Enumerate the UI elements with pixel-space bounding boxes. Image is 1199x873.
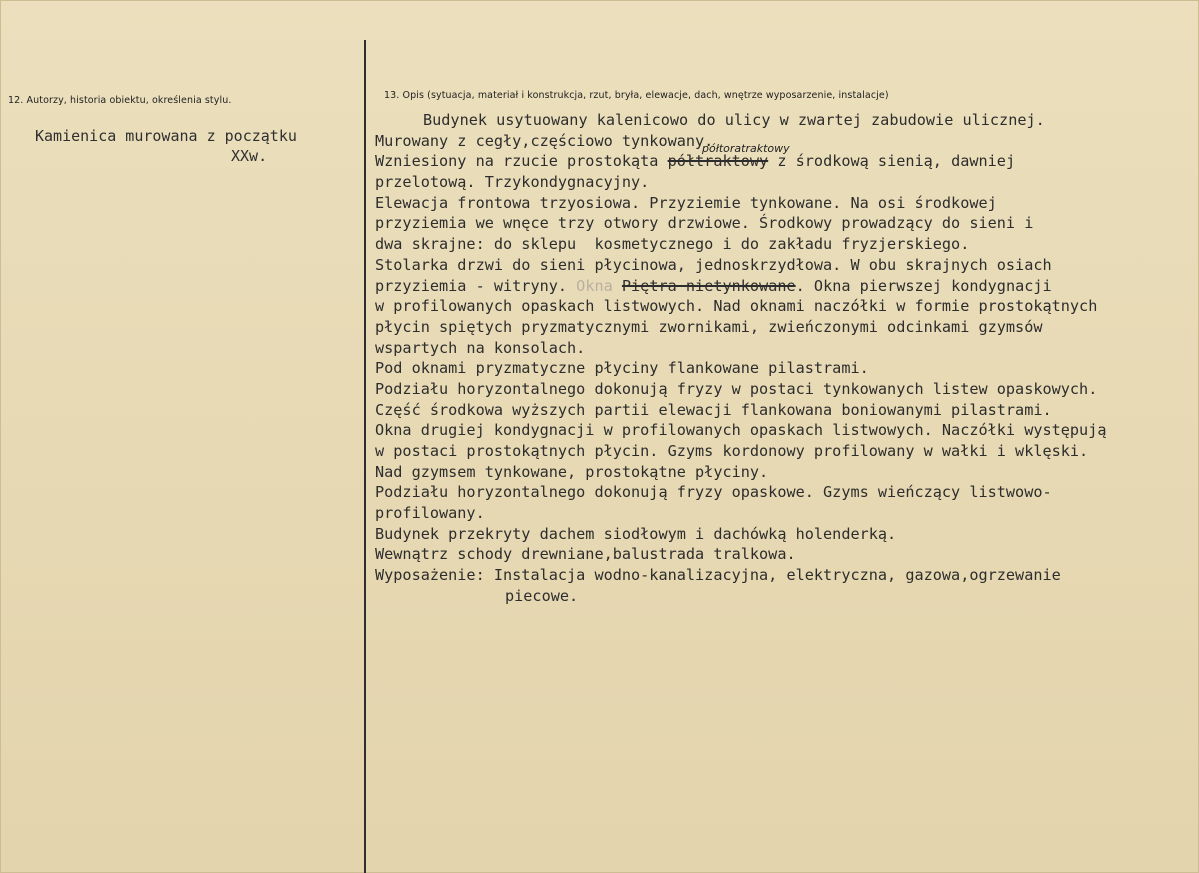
description-line	[375, 276, 1107, 297]
description-line: Okna drugiej kondygnacji w profilowanych opaskach listwowych. Naczółki występują	[375, 421, 1107, 440]
description-line: płycin spiętych pryzmatycznymi zwornikami, zwieńczonymi odcinkami gzymsów	[375, 317, 1043, 336]
description-line: przelotową. Trzykondygnacyjny.	[375, 173, 650, 192]
struck-word: półtraktowy	[667, 152, 769, 171]
description-line: Podziału horyzontalnego dokonują fryzy w postaci tynkowanych listew opaskowych.	[375, 379, 1098, 398]
handwritten-correction: półtoratraktowy	[702, 142, 790, 156]
description-line: Budynek usytuowany kalenicowo do ulicy w zwartej zabudowie ulicznej.	[423, 111, 1045, 129]
section-12-content	[35, 126, 297, 166]
description-line: profilowany.	[375, 504, 485, 523]
struck-phrase: Piętra nietynkowane	[621, 276, 796, 295]
description-fragment	[613, 277, 622, 295]
description-fragment: . Okna pierwszej kondygnacji	[795, 276, 1052, 295]
description-line: Murowany z cegły,częściowo tynkowany.	[375, 131, 714, 150]
description-fragment: Wzniesiony na rzucie prostokąta	[375, 152, 668, 171]
description-line: dwa skrajne: do sklepu kosmetycznego i do zakładu fryzjerskiego.	[375, 235, 970, 254]
description-line: w profilowanych opaskach listwowych. Nad oknami naczółki w formie prostokątnych	[375, 297, 1098, 316]
left-text-line-1: Kamienica murowana z początku	[35, 127, 297, 145]
description-line: Wyposażenie: Instalacja wodno-kanalizacyjna, elektryczna, gazowa,ogrzewanie	[375, 566, 1061, 585]
section-13-heading: 13. Opis (sytuacja, materiał i konstrukcja, rzut, bryła, elewacje, dach, wnętrze wyposarzenie, instalacje)	[384, 90, 889, 101]
description-fragment: z środkową sienią, dawniej	[768, 152, 1016, 171]
description-line: Podziału horyzontalnego dokonują fryzy opaskowe. Gzyms wieńczący listwowo-	[375, 483, 1052, 502]
description-line: Elewacja frontowa trzyosiowa. Przyziemie tynkowane. Na osi środkowej	[375, 193, 997, 212]
section-12-heading: 12. Autorzy, historia obiektu, określenia stylu.	[8, 95, 232, 106]
description-line: w postaci prostokątnych płycin. Gzyms kordonowy profilowany w wałki i wklęski.	[375, 442, 1089, 460]
column-divider	[364, 40, 366, 873]
description-line: Wewnątrz schody drewniane,balustrada tralkowa.	[375, 545, 796, 564]
description-line: przyziemia we wnęce trzy otwory drzwiowe. Środkowy prowadzący do sieni i	[375, 214, 1034, 233]
description-line: Pod oknami pryzmatyczne płyciny flankowane pilastrami.	[375, 359, 869, 378]
description-fragment: przyziemia - witryny.	[375, 276, 577, 295]
left-text-line-2: XXw.	[231, 147, 268, 165]
description-line: Nad gzymsem tynkowane, prostokątne płyciny.	[375, 462, 769, 481]
description-line: wspartych na konsolach.	[375, 338, 586, 357]
description-line: Część środkowa wyższych partii elewacji flankowana boniowanymi pilastrami.	[375, 400, 1052, 419]
description-line: Budynek przekryty dachem siodłowym i dachówką holenderką.	[375, 524, 897, 543]
description-line: piecowe.	[505, 586, 579, 605]
faint-word: Okna	[576, 276, 613, 295]
section-13-content	[375, 110, 1107, 607]
description-line	[375, 142, 1107, 172]
description-line: Stolarka drzwi do sieni płycinowa, jednoskrzydłowa. W obu skrajnych osiach	[375, 255, 1052, 274]
